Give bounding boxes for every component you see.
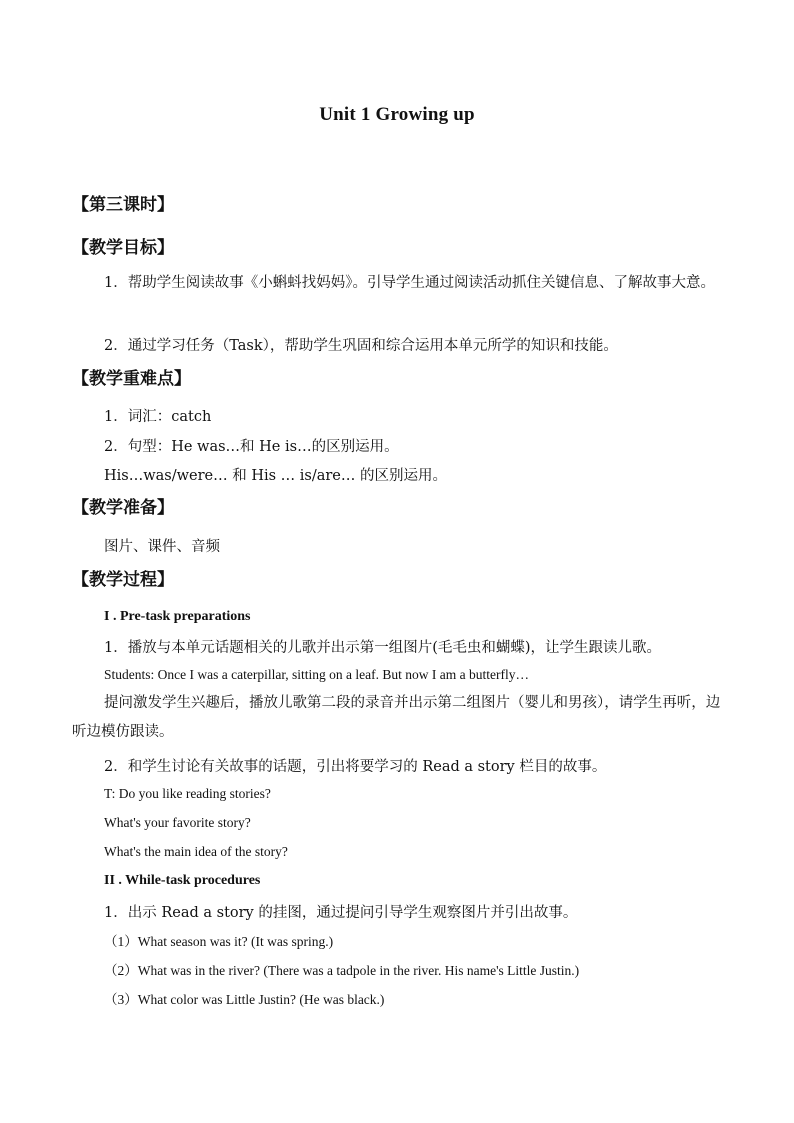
teacher-question-3: What's the main idea of the story? xyxy=(104,844,288,859)
while-question-1: （1）What season was it? (It was spring.) xyxy=(104,934,334,949)
section-heading-prep: 【教学准备】 xyxy=(72,498,174,518)
students-chant-line: Students: Once I was a caterpillar, sitting on a leaf. But now I am a butterfly… xyxy=(104,667,529,682)
goal-item-1: 1．帮助学生阅读故事《小蝌蚪找妈妈》。引导学生通过阅读活动抓住关键信息、了解故事大意。 xyxy=(104,275,715,291)
process-paragraph-3: 2．和学生讨论有关故事的话题，引出将要学习的 Read a story 栏目的故事。 xyxy=(104,759,607,775)
process-paragraph-4: 1．出示 Read a story 的挂图，通过提问引导学生观察图片并引出故事。 xyxy=(104,905,578,921)
teacher-question-1: T: Do you like reading stories? xyxy=(104,786,271,801)
process-paragraph-1: 1．播放与本单元话题相关的儿歌并出示第一组图片(毛毛虫和蝴蝶)，让学生跟读儿歌。 xyxy=(104,640,662,656)
section-heading-goals: 【教学目标】 xyxy=(72,238,174,258)
part1-heading: I . Pre-task preparations xyxy=(104,609,251,624)
while-question-2: （2）What was in the river? (There was a tadpole in the river. His name's Little Justin.) xyxy=(104,963,580,978)
prep-text: 图片、课件、音频 xyxy=(104,539,220,555)
teacher-question-2: What's your favorite story? xyxy=(104,815,251,830)
section-heading-process: 【教学过程】 xyxy=(72,570,174,590)
keypoint-item-3: His…was/were… 和 His … is/are… 的区别运用。 xyxy=(104,468,448,484)
goal-item-2: 2．通过学习任务（Task），帮助学生巩固和综合运用本单元所学的知识和技能。 xyxy=(104,338,618,354)
page-title: Unit 1 Growing up xyxy=(319,104,475,125)
section-heading-lesson: 【第三课时】 xyxy=(72,195,174,215)
section-heading-keypoints: 【教学重难点】 xyxy=(72,369,191,389)
keypoint-item-2: 2．句型：He was…和 He is…的区别运用。 xyxy=(104,439,399,455)
while-question-3: （3）What color was Little Justin? (He was black.) xyxy=(104,992,385,1007)
keypoint-item-1: 1．词汇：catch xyxy=(104,409,212,425)
part2-heading: II . While-task procedures xyxy=(104,873,261,888)
process-paragraph-2: 提问激发学生兴趣后，播放儿歌第二段的录音并出示第二组图片（婴儿和男孩），请学生再听，边听边模仿跟读。 xyxy=(72,695,721,740)
